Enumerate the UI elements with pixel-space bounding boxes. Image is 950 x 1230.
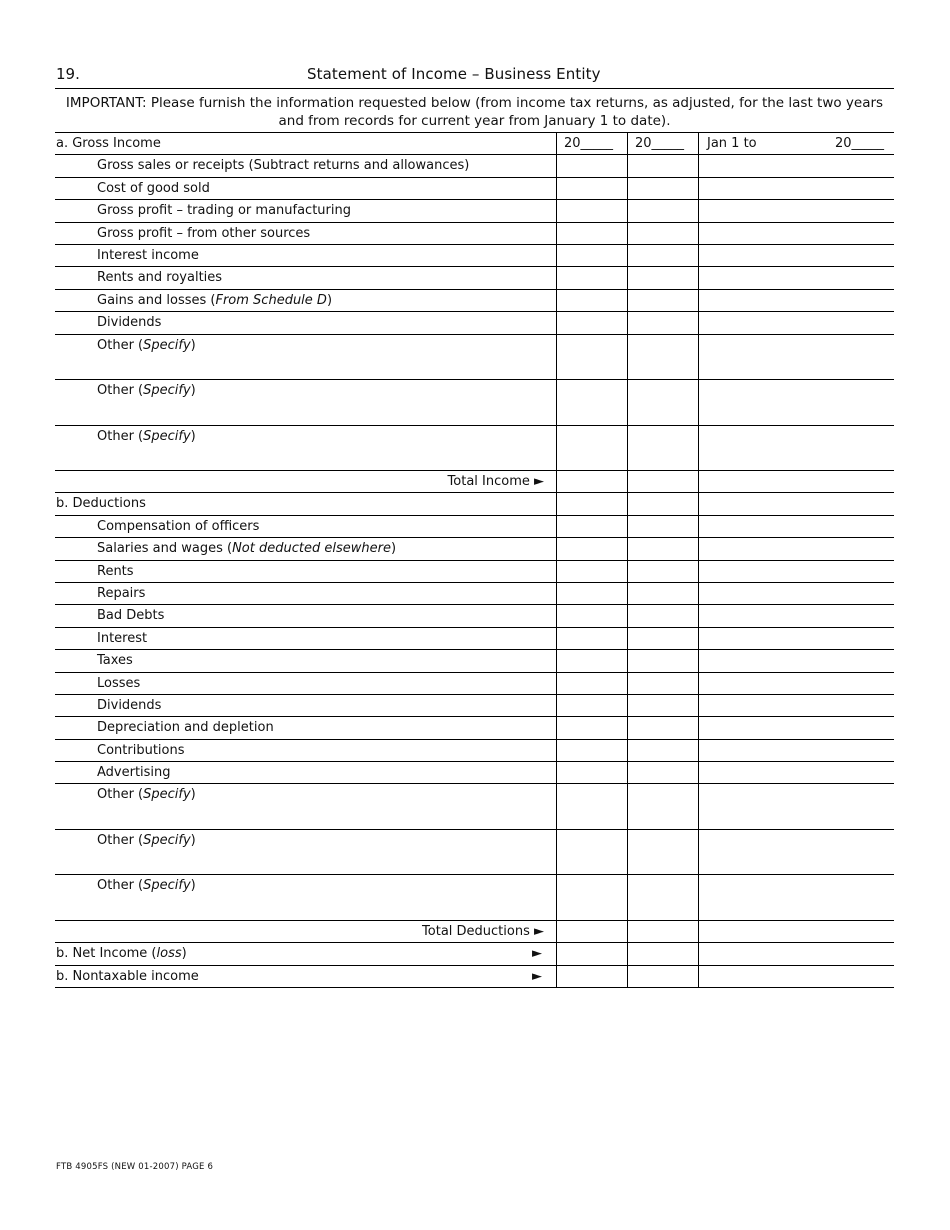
table-row: [55, 875, 894, 921]
row-label-text: Advertising: [97, 765, 171, 781]
year-1-amount-field[interactable]: [556, 943, 627, 964]
summary-label: [55, 943, 556, 964]
year-1-amount-field[interactable]: [556, 516, 627, 537]
row-label-text: Other (: [97, 878, 144, 894]
row-label-italic: Not deducted elsewhere: [232, 541, 391, 557]
arrow-icon: ►: [532, 946, 542, 962]
year-1-amount-field[interactable]: [556, 200, 627, 221]
table-row: [55, 561, 894, 583]
year-2-amount-field[interactable]: [627, 223, 698, 244]
row-label-text: Taxes: [97, 653, 133, 669]
important-instructions: IMPORTANT: Please furnish the information requested below (from income tax returns, as adjusted, for the last two years and from records for current year from January 1 to date).: [65, 95, 884, 129]
year-2-amount-field[interactable]: [627, 245, 698, 266]
deduction-item-label: [55, 762, 556, 783]
row-label-italic: Specify: [143, 383, 191, 399]
year-2-amount-field[interactable]: [627, 628, 698, 649]
summary-label: [55, 966, 556, 987]
year-1-amount-field[interactable]: [556, 762, 627, 783]
table-row: [55, 516, 894, 538]
income-item-label: [55, 245, 556, 266]
current-year-amount-field[interactable]: [698, 380, 894, 425]
row-label-text: Rents and royalties: [97, 270, 223, 286]
table-row: [55, 426, 894, 472]
year-1-amount-field[interactable]: [556, 178, 627, 199]
income-item-label: [55, 335, 556, 380]
row-label-text: Rents: [97, 563, 134, 579]
deductions-heading: b. Deductions: [56, 496, 146, 512]
row-label-suffix: ): [190, 428, 196, 444]
row-label-text: Bad Debts: [97, 608, 165, 624]
income-item-label: [55, 200, 556, 221]
table-row: [55, 784, 894, 830]
row-label-suffix: ): [190, 787, 196, 803]
deduction-item-label: [55, 583, 556, 604]
current-year-amount-field[interactable]: [698, 426, 894, 471]
current-year-amount-field[interactable]: [698, 516, 894, 537]
current-year-amount-field[interactable]: [698, 921, 894, 942]
current-year-amount-field[interactable]: [698, 155, 894, 176]
income-item-label: [55, 267, 556, 288]
table-row: [55, 200, 894, 222]
year-1-amount-field[interactable]: [556, 875, 627, 920]
year-2-amount-field[interactable]: [627, 561, 698, 582]
year-1-amount-field[interactable]: [556, 290, 627, 311]
deduction-item-label: [55, 784, 556, 829]
row-label-text: Other (: [97, 337, 144, 353]
year-1-amount-field[interactable]: [556, 628, 627, 649]
deduction-item-label: [55, 717, 556, 738]
current-year-amount-field[interactable]: [698, 178, 894, 199]
row-label-italic: Specify: [143, 787, 191, 803]
year-1-amount-field[interactable]: [556, 583, 627, 604]
current-year-amount-field[interactable]: [698, 290, 894, 311]
row-label-text: Repairs: [97, 585, 146, 601]
total-income-label: Total Income ►: [447, 474, 544, 490]
year-2-amount-field[interactable]: [627, 762, 698, 783]
row-label-text: Interest: [97, 630, 148, 646]
year-1-amount-field[interactable]: [556, 312, 627, 333]
form-footer-id: FTB 4905FS (NEW 01-2007) PAGE 6: [56, 1162, 214, 1172]
income-item-label: [55, 290, 556, 311]
total-deductions-label: [55, 921, 556, 942]
row-label-text: Gains and losses (: [97, 292, 216, 308]
year-2-amount-field[interactable]: [627, 516, 698, 537]
year-1-amount-field[interactable]: [556, 830, 627, 875]
row-label-text: Dividends: [97, 315, 162, 331]
year-1-amount-field[interactable]: [556, 605, 627, 626]
current-year-amount-field[interactable]: [698, 695, 894, 716]
row-label-text: Losses: [97, 675, 141, 691]
table-row: [55, 267, 894, 289]
net-income-row: [55, 943, 894, 965]
current-year-amount-field[interactable]: [698, 628, 894, 649]
income-item-label: [55, 178, 556, 199]
year-1-amount-field[interactable]: [556, 223, 627, 244]
row-label-text: Depreciation and depletion: [97, 720, 274, 736]
current-year-amount-field[interactable]: [698, 966, 894, 987]
income-item-label: [55, 426, 556, 471]
year-1-amount-field[interactable]: [556, 493, 627, 514]
current-year-amount-field[interactable]: [698, 312, 894, 333]
table-row: [55, 223, 894, 245]
table-row: [55, 830, 894, 876]
year-2-amount-field[interactable]: [627, 178, 698, 199]
gross-income-heading: a. Gross Income: [56, 136, 161, 151]
year-2-amount-field[interactable]: [627, 875, 698, 920]
year-2-amount-field[interactable]: [627, 155, 698, 176]
year-2-amount-field[interactable]: [627, 583, 698, 604]
current-year-amount-field[interactable]: [698, 605, 894, 626]
table-row: [55, 740, 894, 762]
table-row: [55, 312, 894, 334]
year-2-amount-field[interactable]: [627, 966, 698, 987]
deductions-header-row: [55, 493, 894, 515]
current-year-amount-field[interactable]: [698, 875, 894, 920]
current-year-amount-field[interactable]: [698, 583, 894, 604]
gross-income-header-row: [55, 133, 894, 155]
year-2-amount-field[interactable]: [627, 830, 698, 875]
current-year-amount-field[interactable]: [698, 223, 894, 244]
year-2-amount-field[interactable]: [627, 605, 698, 626]
year-2-amount-field[interactable]: [627, 493, 698, 514]
current-year-amount-field[interactable]: [698, 561, 894, 582]
nontaxable-income-row: [55, 966, 894, 988]
year-2-amount-field[interactable]: [627, 717, 698, 738]
deduction-item-label: [55, 605, 556, 626]
year-1-amount-field[interactable]: [556, 426, 627, 471]
total-deductions-label: Total Deductions ►: [422, 923, 544, 939]
year-2-amount-field[interactable]: [627, 267, 698, 288]
row-label-text: Salaries and wages (: [97, 541, 233, 557]
deduction-item-label: [55, 830, 556, 875]
row-label-text: Gross profit – from other sources: [97, 225, 311, 241]
total-deductions-row: [55, 921, 894, 943]
year-1-amount-field[interactable]: [556, 267, 627, 288]
income-item-label: [55, 155, 556, 176]
row-label-italic: Specify: [143, 878, 191, 894]
year-2-amount-field[interactable]: [627, 200, 698, 221]
year-1-amount-field[interactable]: [556, 673, 627, 694]
current-year-amount-field[interactable]: [698, 830, 894, 875]
year-1-amount-field[interactable]: [556, 538, 627, 559]
table-row: [55, 245, 894, 267]
current-year-amount-field[interactable]: [698, 784, 894, 829]
year-2-amount-field[interactable]: [627, 290, 698, 311]
table-row: [55, 762, 894, 784]
current-year-amount-field[interactable]: [698, 245, 894, 266]
column-year-2-label: 20_____: [635, 136, 685, 151]
column-year-1: [556, 133, 627, 154]
row-label-text: Interest income: [97, 247, 199, 263]
year-1-amount-field[interactable]: [556, 245, 627, 266]
row-label-italic: Specify: [143, 832, 191, 848]
row-label-italic: Specify: [143, 428, 191, 444]
year-1-amount-field[interactable]: [556, 717, 627, 738]
year-2-amount-field[interactable]: [627, 673, 698, 694]
column-current-year-label: 20_____: [834, 136, 884, 151]
gross-income-heading: [55, 133, 556, 154]
year-1-amount-field[interactable]: [556, 561, 627, 582]
row-label-text: Gross sales or receipts (Subtract returns and allowances): [97, 158, 470, 174]
current-year-amount-field[interactable]: [698, 538, 894, 559]
current-year-amount-field[interactable]: [698, 740, 894, 761]
table-row: [55, 583, 894, 605]
deduction-item-label: [55, 650, 556, 671]
year-2-amount-field[interactable]: [627, 312, 698, 333]
row-label-text: Compensation of officers: [97, 518, 260, 534]
year-2-amount-field[interactable]: [627, 740, 698, 761]
year-1-amount-field[interactable]: [556, 784, 627, 829]
row-label-italic: loss: [156, 946, 182, 962]
row-label-text: Dividends: [97, 697, 162, 713]
table-row: [55, 673, 894, 695]
year-1-amount-field[interactable]: [556, 966, 627, 987]
year-2-amount-field[interactable]: [627, 380, 698, 425]
row-label-text: Other (: [97, 428, 144, 444]
year-1-amount-field[interactable]: [556, 155, 627, 176]
row-label-suffix: ): [190, 383, 196, 399]
row-label-text: Other (: [97, 787, 144, 803]
year-1-amount-field[interactable]: [556, 380, 627, 425]
row-label-suffix: ): [190, 878, 196, 894]
year-1-amount-field[interactable]: [556, 740, 627, 761]
current-year-amount-field[interactable]: [698, 673, 894, 694]
deduction-item-label: [55, 516, 556, 537]
column-year-2: [627, 133, 698, 154]
current-year-amount-field[interactable]: [698, 717, 894, 738]
deduction-item-label: [55, 673, 556, 694]
row-label-text: Gross profit – trading or manufacturing: [97, 203, 351, 219]
year-1-amount-field[interactable]: [556, 471, 627, 492]
year-2-amount-field[interactable]: [627, 335, 698, 380]
deduction-item-label: [55, 695, 556, 716]
year-1-amount-field[interactable]: [556, 695, 627, 716]
deduction-item-label: [55, 875, 556, 920]
income-statement-table: [55, 132, 894, 988]
row-label-text: Contributions: [97, 742, 185, 758]
row-label-suffix: ): [190, 832, 196, 848]
current-year-amount-field[interactable]: [698, 200, 894, 221]
year-2-amount-field[interactable]: [627, 921, 698, 942]
deduction-item-label: [55, 561, 556, 582]
table-row: [55, 155, 894, 177]
income-item-label: [55, 312, 556, 333]
arrow-icon: ►: [532, 968, 542, 984]
current-year-amount-field[interactable]: [698, 267, 894, 288]
form-header: [55, 63, 894, 89]
year-2-amount-field[interactable]: [627, 695, 698, 716]
deduction-item-label: [55, 740, 556, 761]
table-row: [55, 628, 894, 650]
deduction-item-label: [55, 628, 556, 649]
year-2-amount-field[interactable]: [627, 538, 698, 559]
row-label-suffix: ): [390, 541, 397, 557]
current-year-amount-field[interactable]: [698, 335, 894, 380]
row-label-suffix: ): [326, 292, 333, 308]
year-2-amount-field[interactable]: [627, 650, 698, 671]
total-income-row: [55, 471, 894, 493]
row-label-text: b. Nontaxable income: [56, 968, 199, 984]
current-year-amount-field[interactable]: [698, 650, 894, 671]
section-number: 19.: [56, 65, 80, 83]
table-row: [55, 538, 894, 560]
current-year-amount-field[interactable]: [698, 762, 894, 783]
column-year-1-label: 20_____: [564, 136, 614, 151]
deduction-item-label: [55, 538, 556, 559]
form-title: Statement of Income – Business Entity: [307, 65, 601, 83]
column-current-year: [698, 133, 894, 154]
table-row: [55, 290, 894, 312]
row-label-text: Other (: [97, 383, 144, 399]
row-label-suffix: ): [190, 337, 196, 353]
year-2-amount-field[interactable]: [627, 943, 698, 964]
year-1-amount-field[interactable]: [556, 650, 627, 671]
table-row: [55, 695, 894, 717]
year-1-amount-field[interactable]: [556, 921, 627, 942]
table-row: [55, 717, 894, 739]
income-item-label: [55, 223, 556, 244]
year-2-amount-field[interactable]: [627, 471, 698, 492]
year-2-amount-field[interactable]: [627, 784, 698, 829]
income-item-label: [55, 380, 556, 425]
column-current-prefix: Jan 1 to: [707, 136, 757, 151]
row-label-text: b. Net Income (: [56, 946, 157, 962]
deductions-heading: [55, 493, 556, 514]
table-row: [55, 380, 894, 426]
row-label-suffix: ): [181, 946, 187, 962]
year-1-amount-field[interactable]: [556, 335, 627, 380]
year-2-amount-field[interactable]: [627, 426, 698, 471]
table-row: [55, 605, 894, 627]
row-label-italic: From Schedule D: [215, 292, 327, 308]
current-year-amount-field[interactable]: [698, 471, 894, 492]
table-row: [55, 650, 894, 672]
row-label-text: Cost of good sold: [97, 180, 210, 196]
total-income-label: [55, 471, 556, 492]
row-label-text: Other (: [97, 832, 144, 848]
table-row: [55, 178, 894, 200]
row-label-italic: Specify: [143, 337, 191, 353]
current-year-amount-field[interactable]: [698, 493, 894, 514]
current-year-amount-field[interactable]: [698, 943, 894, 964]
table-row: [55, 335, 894, 381]
